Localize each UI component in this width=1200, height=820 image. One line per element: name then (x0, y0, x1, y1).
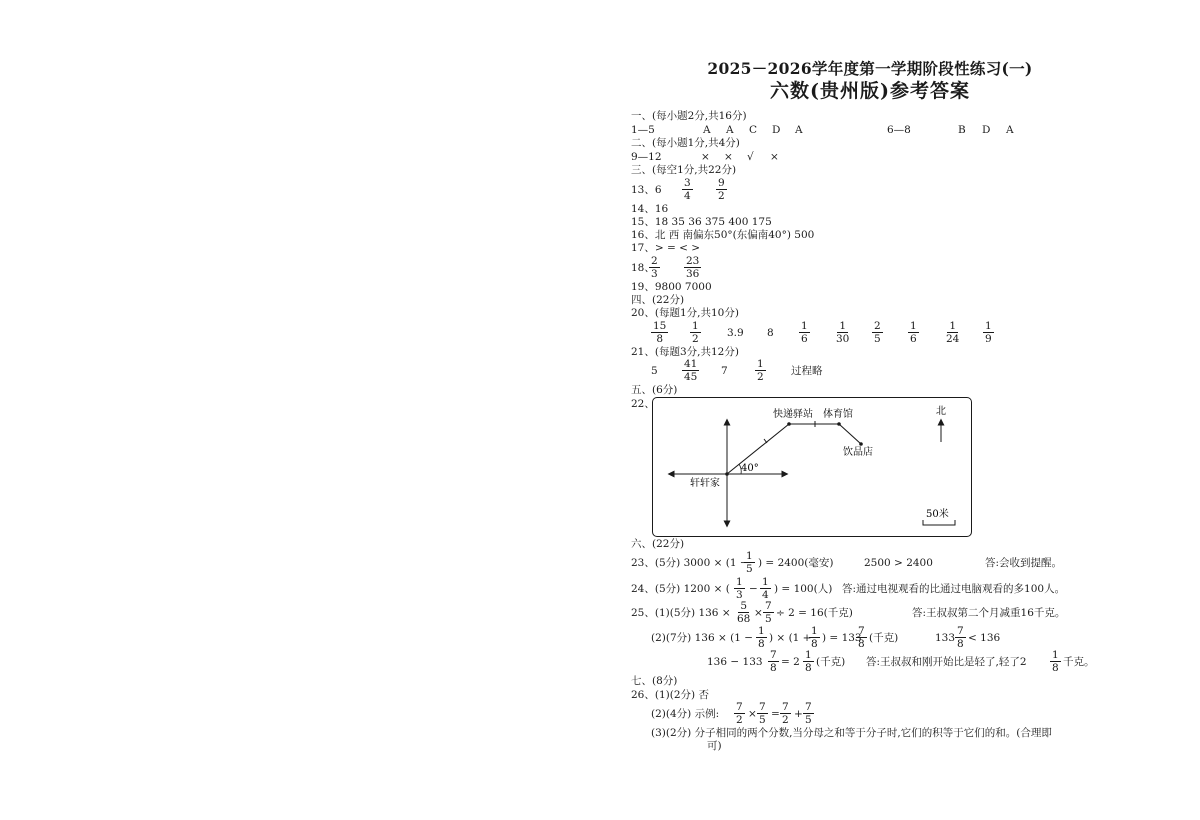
q26-3-answer: (3)(2分) 分子相同的两个分数,当分母之和等于分子时,它们的积等于它们的和。(合理即 (651, 727, 1052, 739)
q20-answer-1: $\frac{15}{8}$ (653, 320, 667, 345)
q16-answer: 16、北 西 南偏东50°(东偏南40°) 500 (631, 229, 815, 241)
q20-answer-6: $\frac{1}{30}$ (836, 320, 850, 345)
q25-1-expr-b: ÷ 2 = 16(千克) (776, 607, 853, 619)
q25-answer-b: 千克。 (1063, 656, 1095, 668)
q18-fraction-1: $\frac{2}{3}$ (651, 255, 658, 280)
q26-2-fraction-1: $\frac{7}{2}$ (736, 701, 743, 726)
route-map-box (652, 397, 972, 537)
q23-fraction: $\frac{1}{5}$ (746, 550, 753, 575)
q25-1-fraction-2: $\frac{7}{5}$ (765, 600, 772, 625)
q20-answer-3: 3.9 (727, 327, 744, 339)
section-5-heading: 五、(6分) (631, 384, 678, 396)
q24-expr-b: ) = 100(人) (774, 583, 833, 595)
q4-answer: D (772, 124, 781, 136)
q25-2-fraction-3: $\frac{7}{8}$ (858, 625, 865, 650)
q1-answer: A (703, 124, 711, 136)
q9-answer: × (701, 151, 710, 163)
q24-minus: − (749, 583, 758, 595)
scale-bar (923, 520, 955, 525)
q22-label: 22、 (631, 398, 655, 410)
q18-fraction-2: $\frac{23}{36}$ (686, 255, 700, 280)
q18-prefix: 18、 (631, 262, 655, 274)
q24-fraction-2: $\frac{1}{4}$ (762, 576, 769, 601)
q3-answer: C (749, 124, 758, 136)
angle-label: 40° (741, 463, 759, 474)
q23-answer: 答:会收到提醒。 (985, 557, 1063, 569)
q20-heading: 20、(每题1分,共10分) (631, 307, 739, 319)
north-label: 北 (936, 406, 946, 417)
q23-expr-b: ) = 2400(毫安) (758, 557, 834, 569)
drink-shop-label: 饮品店 (843, 447, 873, 458)
q25-1-times: × (754, 607, 763, 619)
q21-heading: 21、(每题3分,共12分) (631, 346, 739, 358)
q6-answer: B (958, 124, 966, 136)
home-label: 轩轩家 (690, 478, 720, 489)
q25-1-expr-a: 25、(1)(5分) 136 × (631, 607, 731, 619)
q26-2-plus: + (794, 708, 803, 720)
q24-expr-a: 24、(5分) 1200 × ( (631, 583, 730, 595)
q12-answer: × (770, 151, 779, 163)
home-point (725, 472, 729, 476)
q24-answer: 答:通过电视观看的比通过电脑观看的多100人。 (842, 583, 1066, 595)
q9-12-label: 9—12 (631, 151, 662, 163)
q26-2-equals: = (771, 708, 780, 720)
q20-answer-5: $\frac{1}{6}$ (801, 320, 808, 345)
q25-2-fraction-4: $\frac{7}{8}$ (957, 625, 964, 650)
q7-answer: D (982, 124, 991, 136)
q19-answer: 19、9800 7000 (631, 281, 712, 293)
q23-compare: 2500 > 2400 (864, 557, 933, 569)
section-2-heading: 二、(每小题1分,共4分) (631, 137, 740, 149)
title-line-1: 2025－2026学年度第一学期阶段性练习(一) (707, 59, 1033, 78)
q13-fraction-2: $\frac{9}{2}$ (718, 177, 725, 202)
q25-2-expr-d: (千克) (869, 632, 899, 644)
q6-8-label: 6—8 (887, 124, 911, 136)
q20-answer-10: $\frac{1}{9}$ (985, 320, 992, 345)
q25-2-fraction-2: $\frac{1}{8}$ (811, 625, 818, 650)
q20-answer-7: $\frac{2}{5}$ (874, 320, 881, 345)
q25-answer-fraction: $\frac{1}{8}$ (1052, 649, 1059, 674)
q20-answer-4: 8 (767, 327, 774, 339)
q21-answer-2: $\frac{41}{45}$ (684, 358, 698, 383)
q17-answer: 17、> = < > (631, 242, 701, 254)
q11-answer: √ (747, 151, 754, 163)
q25-3-expr-a: 136 − 133 (707, 656, 763, 668)
q26-2-fraction-2: $\frac{7}{5}$ (759, 701, 766, 726)
q25-2-compare-a: 133 (935, 632, 956, 644)
section-1-heading: 一、(每小题2分,共16分) (631, 110, 747, 122)
q10-answer: × (724, 151, 733, 163)
q2-answer: A (726, 124, 734, 136)
section-3-heading: 三、(每空1分,共22分) (631, 164, 737, 176)
q21-answer-4: $\frac{1}{2}$ (757, 358, 764, 383)
q25-3-expr-b: = 2 (781, 656, 800, 668)
q26-2-prefix: (2)(4分) 示例: (651, 708, 720, 720)
q23-expr-a: 23、(5分) 3000 × (1 − (631, 557, 749, 569)
route-map-diagram (653, 398, 971, 536)
q25-3-expr-c: (千克) (816, 656, 846, 668)
drinks-point (859, 442, 863, 446)
section-7-heading: 七、(8分) (631, 675, 678, 687)
express-point (787, 422, 791, 426)
q26-3-answer-cont: 可) (707, 740, 722, 752)
q15-answer: 15、18 35 36 375 400 175 (631, 216, 772, 228)
q14-answer: 14、16 (631, 203, 669, 215)
q26-1-answer: 26、(1)(2分) 否 (631, 689, 709, 701)
section-4-heading: 四、(22分) (631, 294, 685, 306)
q25-1-fraction-1: $\frac{5}{68}$ (737, 600, 751, 625)
q13-prefix: 13、6 (631, 184, 662, 196)
q26-2-fraction-3: $\frac{7}{2}$ (782, 701, 789, 726)
q25-2-fraction-1: $\frac{1}{8}$ (758, 625, 765, 650)
express-station-label: 快递驿站 (773, 409, 813, 420)
q25-2-expr-c: ) = 133 (822, 632, 862, 644)
q25-answer-a: 答:王叔叔和刚开始比是轻了,轻了2 (866, 656, 1027, 668)
q25-2-expr-a: (2)(7分) 136 × (1 − (651, 632, 754, 644)
q21-note: 过程略 (791, 365, 823, 377)
q1-5-label: 1—5 (631, 124, 655, 136)
q13-fraction-1: $\frac{3}{4}$ (684, 177, 691, 202)
gym-point (837, 422, 841, 426)
q25-2-compare-b: < 136 (968, 632, 1001, 644)
q24-fraction-1: $\frac{1}{3}$ (736, 576, 743, 601)
q21-answer-1: 5 (651, 365, 658, 377)
q8-answer: A (1006, 124, 1014, 136)
q20-answer-8: $\frac{1}{6}$ (910, 320, 917, 345)
q5-answer: A (795, 124, 803, 136)
q26-2-fraction-4: $\frac{7}{5}$ (805, 701, 812, 726)
q20-answer-9: $\frac{1}{24}$ (946, 320, 960, 345)
title-line-2: 六数(贵州版)参考答案 (770, 80, 970, 102)
q21-answer-3: 7 (721, 365, 728, 377)
q20-answer-2: $\frac{1}{2}$ (692, 320, 699, 345)
q25-3-fraction-2: $\frac{1}{8}$ (805, 649, 812, 674)
gym-label: 体育馆 (823, 409, 853, 420)
q25-1-answer: 答:王叔叔第二个月减重16千克。 (912, 607, 1066, 619)
q25-3-fraction-1: $\frac{7}{8}$ (770, 649, 777, 674)
q25-2-expr-b: ) × (1 + (769, 632, 812, 644)
section-6-heading: 六、(22分) (631, 538, 685, 550)
scale-label: 50米 (926, 509, 949, 520)
q26-2-times: × (748, 708, 757, 720)
